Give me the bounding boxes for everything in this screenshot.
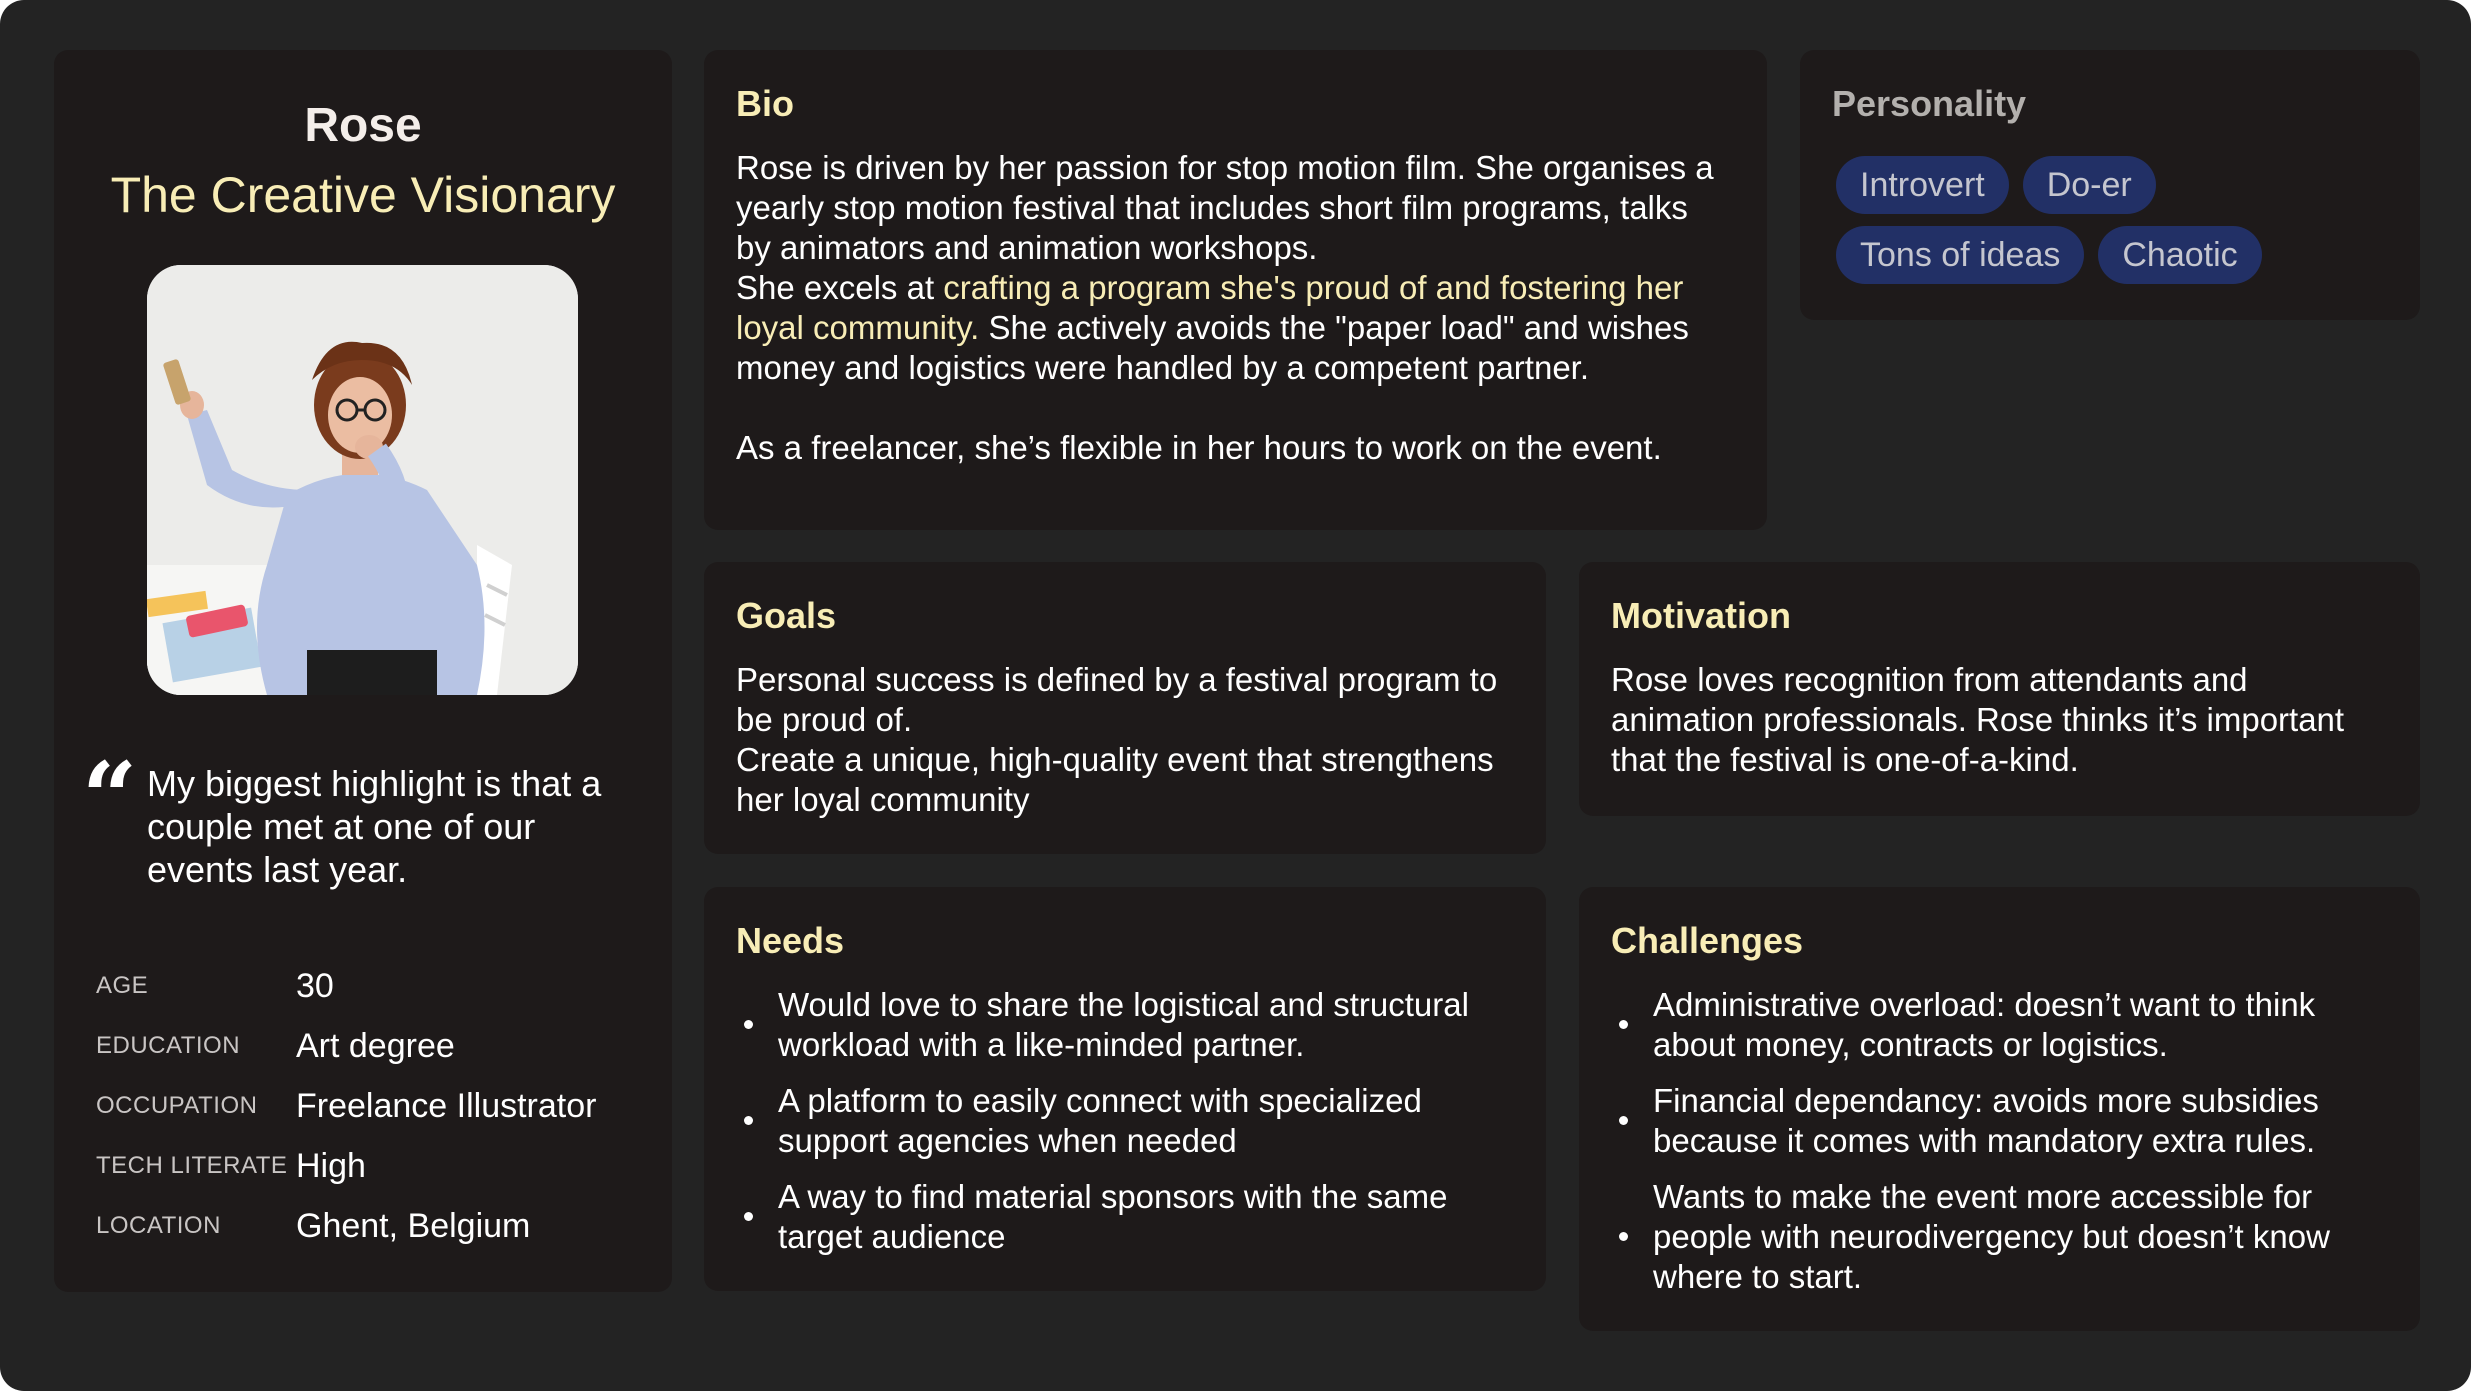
bullet-icon [1619,1232,1628,1241]
challenges-title: Challenges [1611,920,1804,961]
motivation-text: Rose loves recognition from attendants and animation professionals. Rose thinks it’s important that the festival is one-of-a-kind. [1611,661,2345,778]
goals-card [704,562,1546,854]
fact-row [96,1196,656,1256]
fact-label-education: EDUCATION [96,1032,241,1059]
fact-value-occupation: Freelance Illustrator [296,1086,597,1125]
personality-title: Personality [1832,83,2027,124]
challenges-list [1611,985,2384,1313]
needs-title: Needs [736,920,845,961]
persona-illustration [147,265,578,695]
list-item [736,1177,1510,1257]
fact-row [96,1136,656,1196]
challenges-card [1579,887,2420,1331]
fact-value-location: Ghent, Belgium [296,1206,531,1245]
fact-value-tech-literate: High [296,1146,366,1185]
list-item [736,1081,1510,1161]
needs-item-text: A way to find material sponsors with the same target audience [778,1178,1448,1255]
bio-paragraph-3: As a freelancer, she’s flexible in her hours to work on the event. [736,429,1662,466]
goals-line-1: Personal success is defined by a festival program to be proud of. [736,661,1498,738]
fact-row [96,1016,656,1076]
tag-do-er: Do-er [2023,156,2156,214]
persona-facts [96,956,656,1256]
needs-item-text: A platform to easily connect with specialized support agencies when needed [778,1082,1422,1159]
needs-card [704,887,1546,1291]
bio-p2-start: She excels at [736,269,944,306]
fact-value-age: 30 [296,966,334,1005]
fact-label-tech-literate: TECH LITERATE [96,1152,288,1179]
goals-text [736,660,1510,820]
persona-photo [147,265,578,695]
needs-item-text: Would love to share the logistical and structural workload with a like-minded partner. [778,986,1469,1063]
persona-quote: My biggest highlight is that a couple met at one of our events last year. [147,763,602,890]
bio-paragraph-1: Rose is driven by her passion for stop motion film. She organises a yearly stop motion festival that includes short film programs, talks by animators and animation workshops. [736,149,1714,266]
list-item [736,985,1510,1065]
goals-title: Goals [736,595,837,636]
persona-name: Rose [304,99,422,152]
quote-icon: “ [82,741,138,854]
fact-label-occupation: OCCUPATION [96,1092,258,1119]
bullet-icon [1619,1020,1628,1029]
list-item [1611,1081,2384,1161]
bio-text [736,148,1731,468]
goals-line-2: Create a unique, high-quality event that strengthens her loyal community [736,741,1494,818]
bio-paragraph-2 [736,268,1731,388]
personality-card [1800,50,2420,320]
fact-value-education: Art degree [296,1026,455,1065]
bio-highlight: crafting a program she's proud of and fostering her loyal community. [736,269,1684,346]
profile-card [54,50,672,1292]
bullet-icon [744,1212,753,1221]
list-item [1611,985,2384,1065]
bullet-icon [744,1020,753,1029]
bullet-icon [744,1116,753,1125]
challenges-item-text: Administrative overload: doesn’t want to think about money, contracts or logistics. [1653,986,2316,1063]
motivation-card [1579,562,2420,816]
bio-title: Bio [736,83,794,124]
list-item [1611,1177,2384,1297]
bio-card [704,50,1767,530]
bullet-icon [1619,1116,1628,1125]
personality-tags [1836,156,2356,284]
fact-label-location: LOCATION [96,1212,221,1239]
fact-label-age: AGE [96,972,149,999]
fact-row [96,956,656,1016]
challenges-item-text: Financial dependancy: avoids more subsidies because it comes with mandatory extra rules. [1653,1082,2319,1159]
tag-introvert: Introvert [1836,156,2009,214]
tag-tons-of-ideas: Tons of ideas [1836,226,2084,284]
motivation-title: Motivation [1611,595,1791,636]
tag-chaotic: Chaotic [2098,226,2261,284]
bio-p2-end: She actively avoids the "paper load" and wishes money and logistics were handled by a competent partner. [736,309,1689,386]
fact-row [96,1076,656,1136]
challenges-item-text: Wants to make the event more accessible for people with neurodivergency but doesn’t know where to start. [1653,1178,2330,1295]
needs-list [736,985,1510,1273]
persona-role: The Creative Visionary [110,167,616,223]
